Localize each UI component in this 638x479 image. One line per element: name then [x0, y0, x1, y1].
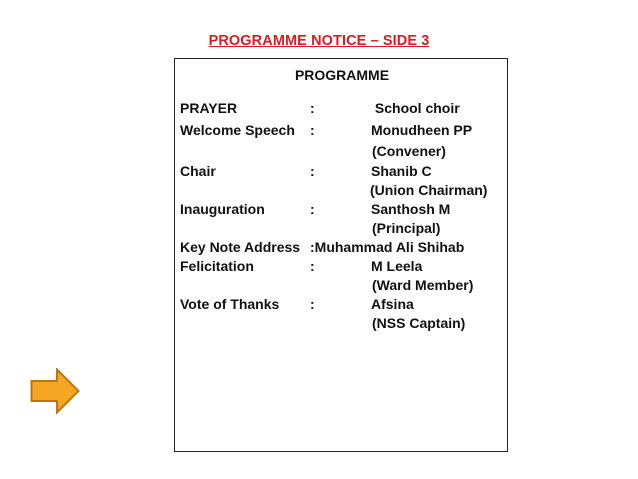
item-note: (Convener) [372, 143, 446, 159]
item-colon: : [310, 122, 315, 138]
item-value: Shanib C [371, 163, 432, 179]
item-value: Monudheen PP [371, 122, 473, 138]
item-label: Chair [180, 163, 216, 179]
item-colon: : [310, 100, 315, 116]
next-arrow-icon[interactable] [30, 368, 80, 414]
programme-heading: PROGRAMME [294, 67, 390, 83]
item-label: Welcome Speech [180, 122, 295, 138]
item-note: (Principal) [372, 220, 441, 236]
arrow-shape [32, 370, 79, 413]
item-note: (Union Chairman) [370, 182, 488, 198]
item-label: PRAYER [180, 100, 238, 116]
item-label: Key Note Address [180, 239, 301, 255]
item-value: Santhosh M [371, 201, 451, 217]
item-label: Inauguration [180, 201, 265, 217]
item-colon: : [310, 296, 315, 312]
item-colon: : [310, 163, 315, 179]
item-note: (Ward Member) [372, 277, 474, 293]
item-label: Felicitation [180, 258, 254, 274]
item-value: School choir [371, 100, 460, 116]
item-value: Afsina [371, 296, 414, 312]
item-value: M Leela [371, 258, 423, 274]
item-colon: : [310, 258, 315, 274]
item-label: Vote of Thanks [180, 296, 280, 312]
item-note: (NSS Captain) [372, 315, 466, 331]
item-colon-value: :Muhammad Ali Shihab [310, 239, 465, 255]
programme-box [174, 58, 508, 452]
notice-title: PROGRAMME NOTICE – SIDE 3 [208, 33, 430, 49]
item-colon: : [310, 201, 315, 217]
